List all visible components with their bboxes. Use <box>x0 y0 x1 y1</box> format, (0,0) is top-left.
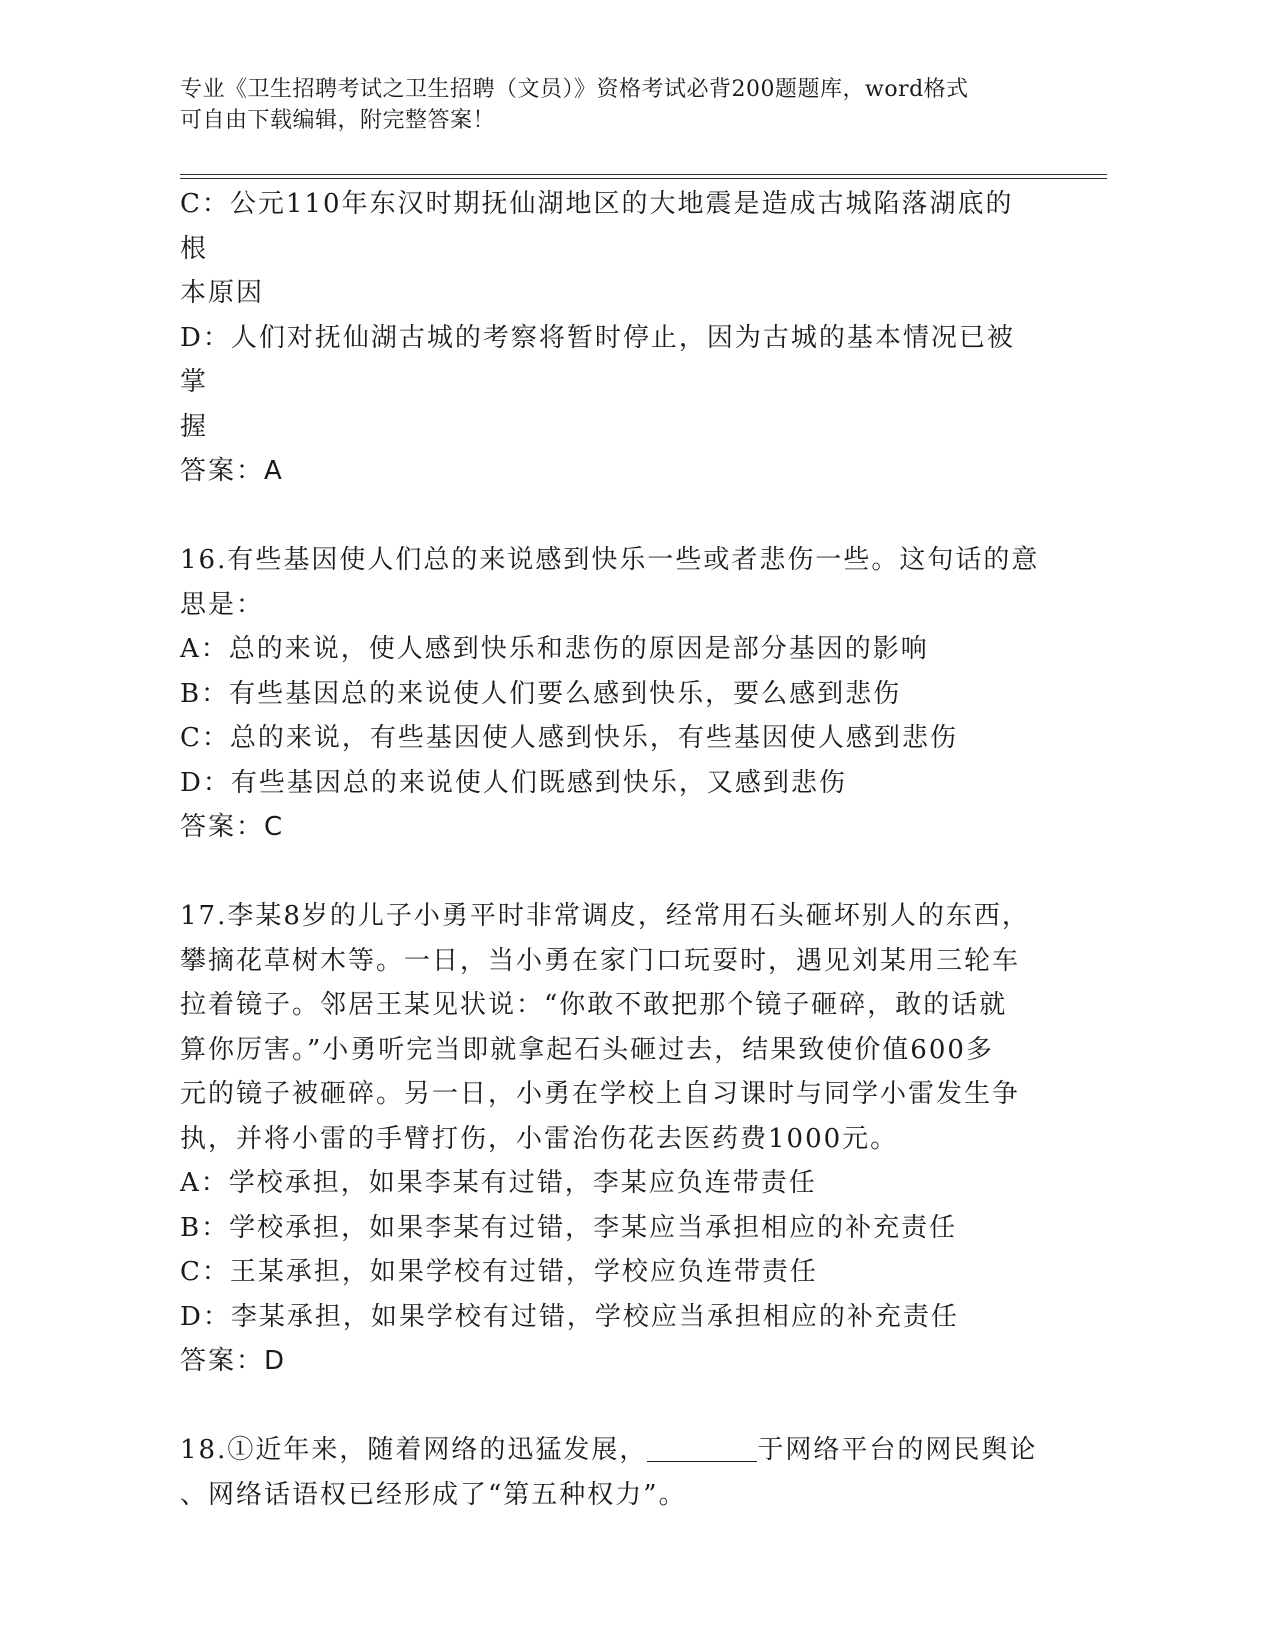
q17-stem-line-6: 执，并将小雷的手臂打伤，小雷治伤花去医药费1000元。 <box>180 1123 899 1154</box>
q16-stem-line-1: 16.有些基因使人们总的来说感到快乐一些或者悲伤一些。这句话的意 <box>180 545 1040 575</box>
spacer <box>180 850 1040 895</box>
q17-stem-line-1: 17.李某8岁的儿子小勇平时非常调皮，经常用石头砸坏别人的东西， <box>180 901 1030 931</box>
q16-stem-line-2: 思是： <box>180 589 265 620</box>
q17-stem-line-2: 攀摘花草树木等。一日，当小勇在家门口玩耍时，遇见刘某用三轮车 <box>180 945 1021 976</box>
q16-option-a: A：总的来说，使人感到快乐和悲伤的原因是部分基因的影响 <box>180 634 929 664</box>
q15-option-d-line-2: 握 <box>180 411 209 442</box>
header-title-line-2: 可自由下载编辑，附完整答案！ <box>180 108 496 133</box>
spacer <box>180 494 1040 539</box>
fill-in-blank <box>647 1460 757 1462</box>
q17-stem-line-3: 拉着镜子。邻居王某见状说：“你敢不敢把那个镜子砸碎，敢的话就 <box>180 990 1008 1020</box>
q17-stem-line-5: 元的镜子被砸碎。另一日，小勇在学校上自习课时与同学小雷发生争 <box>180 1079 1021 1109</box>
q18-stem-line-2: 、网络话语权已经形成了“第五种权力”。 <box>180 1479 687 1510</box>
page-header <box>180 74 1080 136</box>
q15-option-c-line-1: C：公元110年东汉时期抚仙湖地区的大地震是造成古城陷落湖底的根 <box>180 189 1014 264</box>
q17-stem-line-4: 算你厉害。”小勇听完当即就拿起石头砸过去，结果致使价值600多 <box>180 1034 994 1065</box>
q18-stem-after-blank: 于网络平台的网民舆论 <box>757 1435 1038 1465</box>
q16-answer: 答案：C <box>180 812 285 842</box>
q15-option-d-line-1: D：人们对抚仙湖古城的考察将暂时停止，因为古城的基本情况已被掌 <box>180 322 1015 397</box>
q17-option-d: D：李某承担，如果学校有过错，学校应当承担相应的补充责任 <box>180 1301 959 1332</box>
q15-option-c-line-2: 本原因 <box>180 278 265 308</box>
document-body <box>180 182 1040 1517</box>
q16-option-b: B：有些基因总的来说使人们要么感到快乐，要么感到悲伤 <box>180 678 902 709</box>
q17-option-a: A：学校承担，如果李某有过错，李某应负连带责任 <box>180 1168 817 1198</box>
q17-option-c: C：王某承担，如果学校有过错，学校应负连带责任 <box>180 1257 818 1287</box>
q18-stem-line-1 <box>180 1428 1040 1473</box>
question-18 <box>180 1428 1040 1517</box>
q16-option-c: C：总的来说，有些基因使人感到快乐，有些基因使人感到悲伤 <box>180 723 958 753</box>
question-16 <box>180 538 1040 850</box>
header-title-line-1: 专业《卫生招聘考试之卫生招聘（文员）》资格考试必背200题题库，word格式 <box>180 77 969 102</box>
q17-answer: 答案：D <box>180 1346 287 1376</box>
header-divider <box>180 174 1107 179</box>
q18-stem-before-blank: 18.①近年来，随着网络的迅猛发展， <box>180 1435 648 1465</box>
question-17 <box>180 894 1040 1384</box>
spacer <box>180 1384 1040 1429</box>
q15-answer: 答案：A <box>180 456 284 486</box>
q17-option-b: B：学校承担，如果李某有过错，李某应当承担相应的补充责任 <box>180 1212 958 1243</box>
question-15-tail <box>180 182 1040 494</box>
q16-option-d: D：有些基因总的来说使人们既感到快乐，又感到悲伤 <box>180 767 847 798</box>
